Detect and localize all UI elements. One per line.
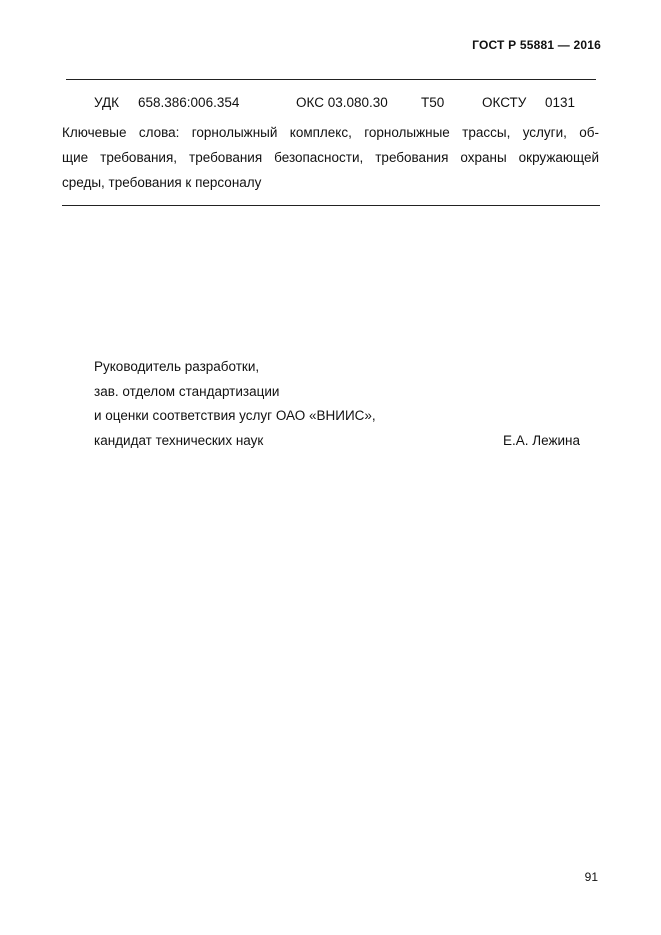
signature-line: Руководитель разработки, bbox=[94, 359, 260, 374]
okstu-value: 0131 bbox=[545, 95, 576, 110]
signature-block bbox=[94, 355, 580, 453]
t-code: Т50 bbox=[421, 95, 445, 110]
signature-degree: кандидат технических наук bbox=[94, 432, 264, 448]
top-divider bbox=[66, 79, 596, 80]
classification-row bbox=[0, 95, 661, 113]
signature-final-row bbox=[94, 429, 580, 454]
okstu-label: ОКСТУ bbox=[482, 95, 527, 110]
standard-code: ГОСТ Р 55881 — 2016 bbox=[472, 38, 601, 52]
oks-code: ОКС 03.080.30 bbox=[296, 95, 388, 110]
signatory-name: Е.А. Лежина bbox=[502, 432, 580, 448]
signature-line: зав. отделом стандартизации bbox=[94, 383, 280, 399]
bottom-divider bbox=[62, 205, 600, 206]
signature-line: и оценки соответствия услуг ОАО «ВНИИС», bbox=[94, 408, 376, 423]
keywords-line: Ключевые слова: горнолыжный комплекс, горнолыжные трассы, услуги, об- bbox=[62, 125, 599, 140]
page-number: 91 bbox=[584, 870, 598, 884]
keywords-line: щие требования, требования безопасности, требования охраны окружающей bbox=[62, 150, 599, 165]
udk-value: 658.386:006.354 bbox=[138, 95, 240, 110]
keywords-paragraph bbox=[62, 120, 599, 195]
keywords-line: среды, требования к персоналу bbox=[62, 175, 262, 190]
udk-label: УДК bbox=[94, 95, 119, 110]
